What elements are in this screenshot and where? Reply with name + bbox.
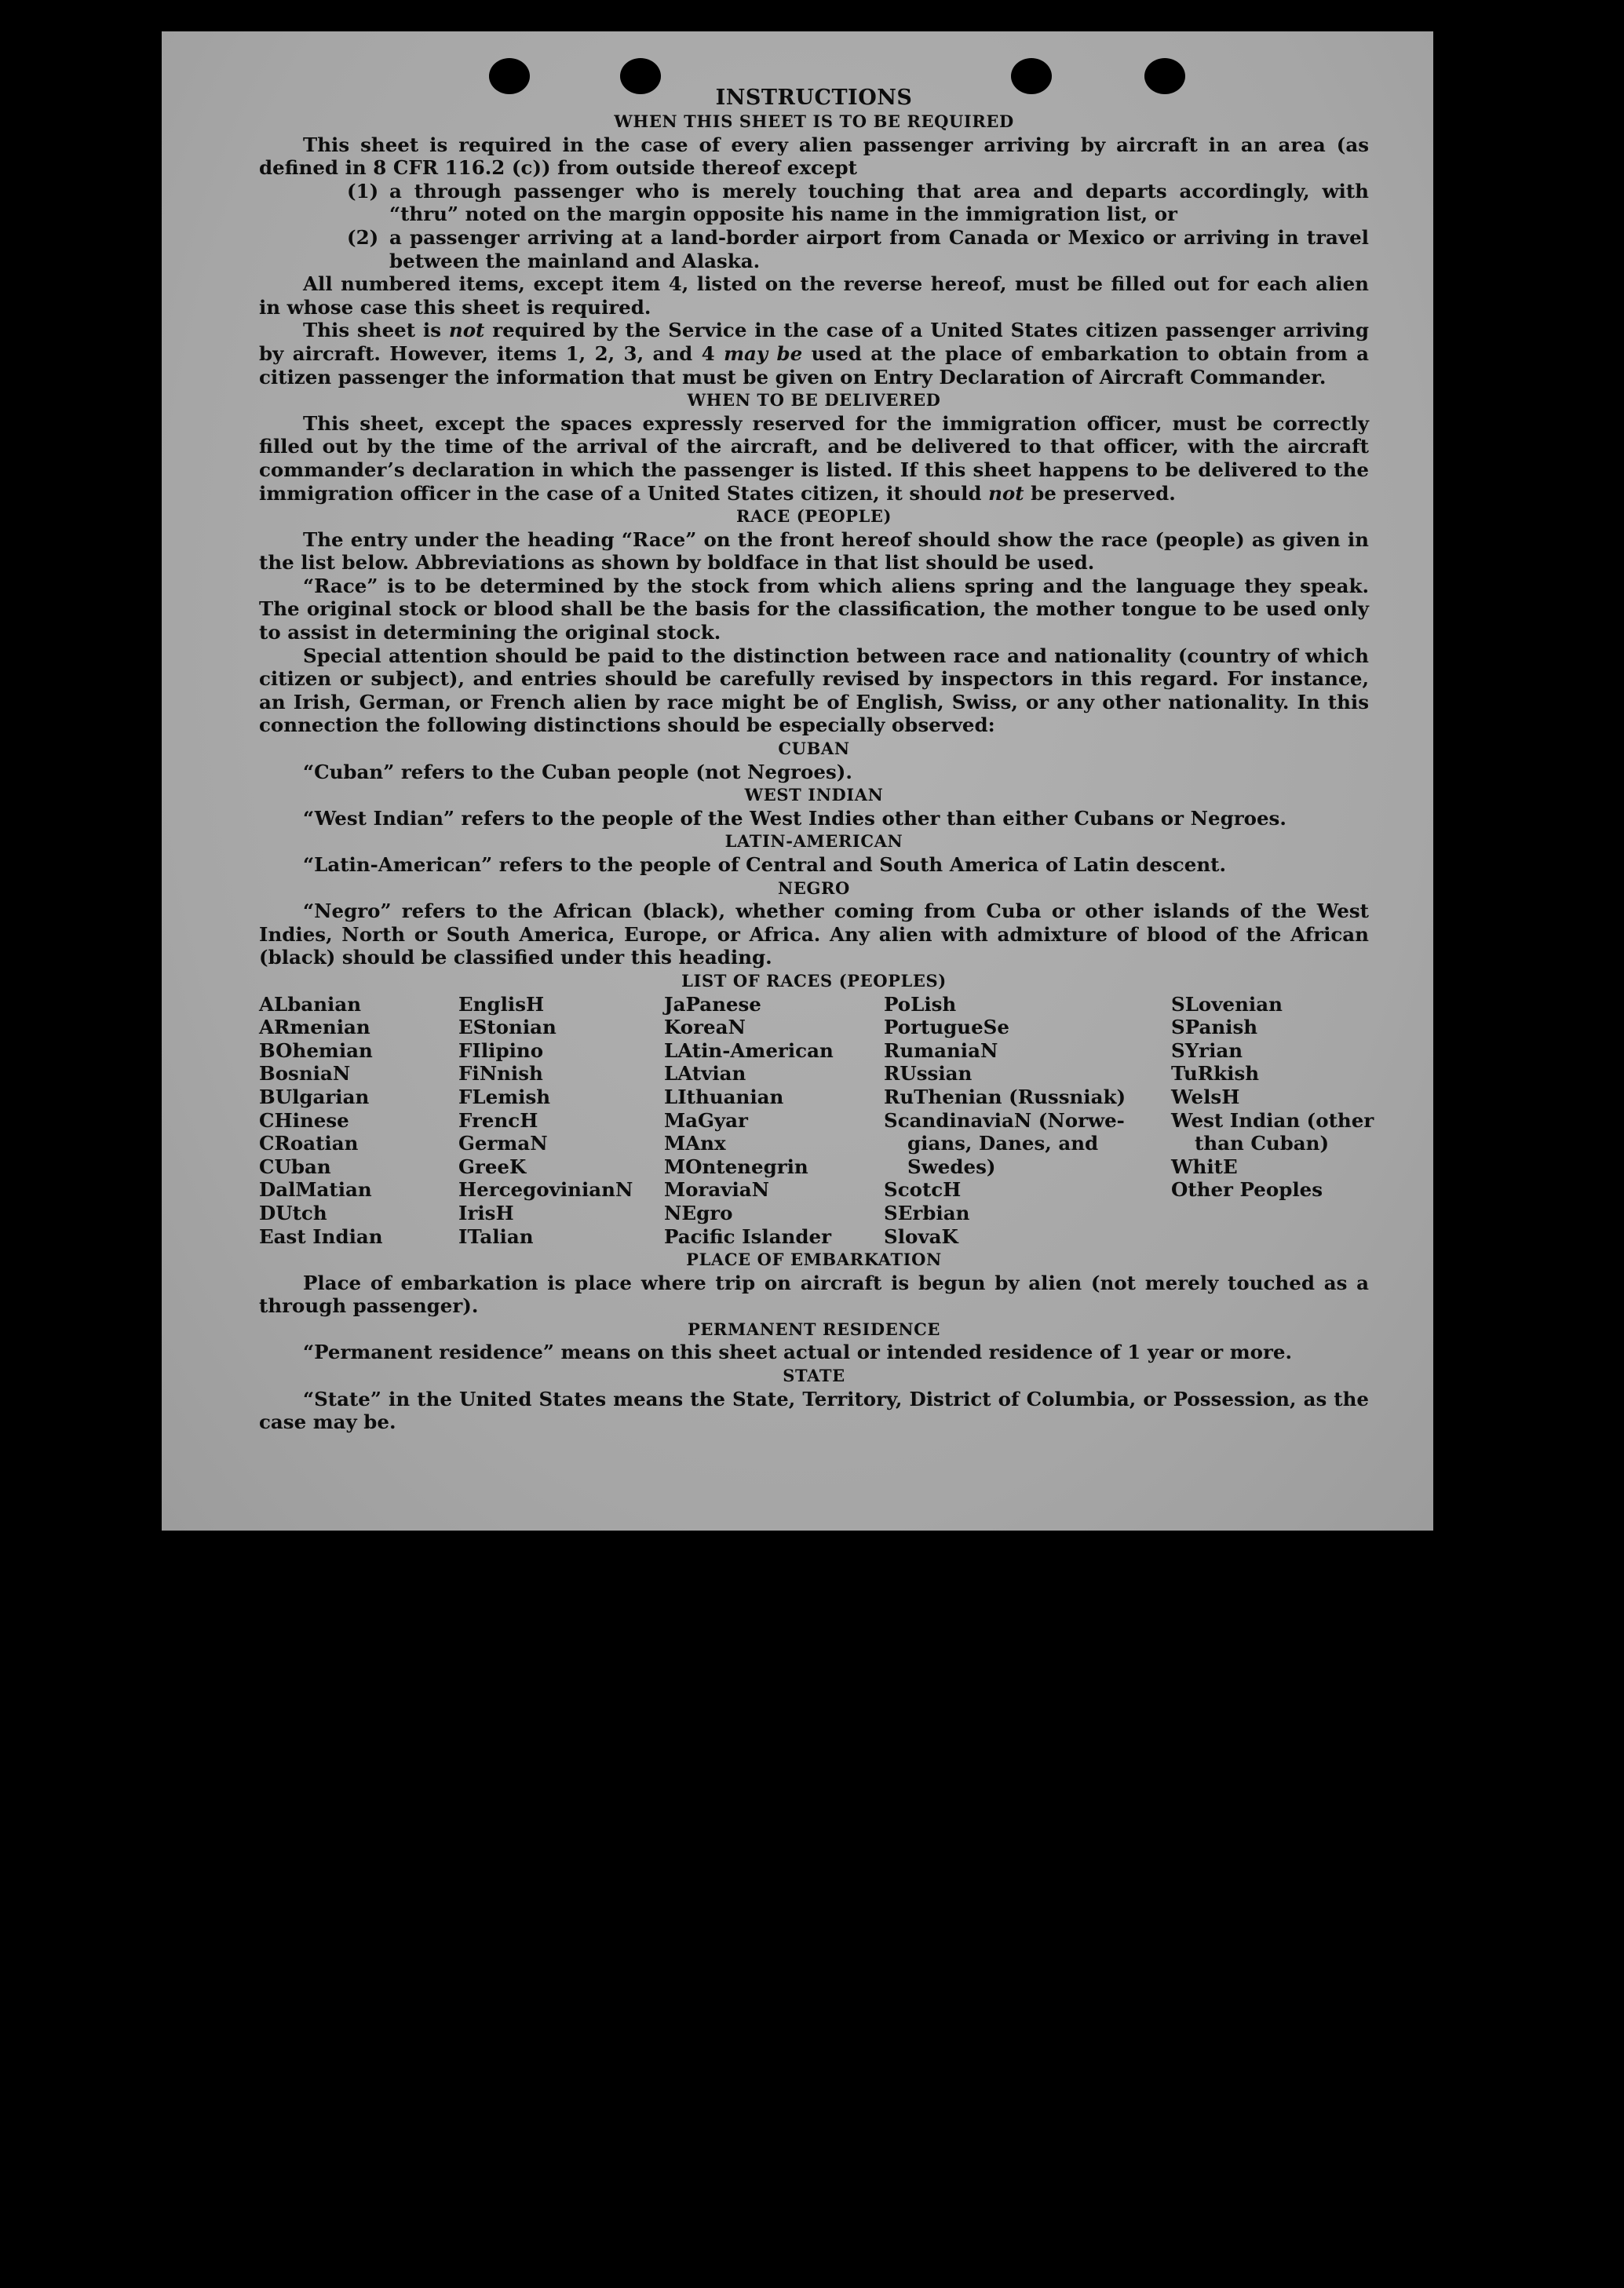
section-heading-latin-american: LATIN-AMERICAN: [724, 831, 903, 852]
section-heading-permanent-residence: PERMANENT RESIDENCE: [687, 1319, 941, 1339]
paragraph: “Negro” refers to the African (black), whether coming from Cuba or other islands of the West Indies, North or South America, Europe, or Africa. Any alien with admixture of blood of the African (black) should be classified under this heading.: [259, 900, 1369, 969]
race-entry: FrencH: [458, 1108, 538, 1132]
race-entry: FiNnish: [458, 1062, 543, 1086]
paragraph: The entry under the heading “Race” on the front hereof should show the race (people) as given in the list below. Abbreviations as shown by boldface in that list should be used.: [259, 527, 1369, 575]
race-entry: West Indian (other: [1171, 1108, 1374, 1132]
paragraph: Special attention should be paid to the distinction between race and nationality (country of which citizen or subject), and entries should be carefully revised by inspectors in this regard. For instance, an Irish, German, or French alien by race might be of English, Swiss, or any other nationality. In this connection the following distinctions should be especially observed:: [259, 644, 1369, 737]
race-entry: RuThenian (Russniak): [884, 1085, 1126, 1108]
text-run: This sheet, except the spaces expressly reserved for the immigration officer, must be correctly filled out by the time of the arrival of the aircraft, and be delivered to that officer, with the aircraft commander’s declaration in which the passenger is listed. If this sheet happens to be delivered to the immigration officer in the case of a United States citizen, it should: [259, 411, 1369, 505]
race-entry: Pacific Islander: [664, 1224, 831, 1248]
race-entry: ITalian: [458, 1224, 534, 1248]
race-entry: LAtin-American: [664, 1038, 834, 1062]
section-heading-when-delivered: WHEN TO BE DELIVERED: [687, 390, 941, 411]
races-column-5: [1171, 992, 1374, 1249]
race-entry: KoreaN: [664, 1016, 746, 1039]
race-entry: PortugueSe: [884, 1016, 1009, 1039]
race-entry: WelsH: [1171, 1085, 1240, 1108]
text-run: be preserved.: [1024, 481, 1176, 505]
race-entry: RumaniaN: [884, 1038, 998, 1062]
race-entry: MAnx: [664, 1132, 726, 1155]
section-heading-race: RACE (PEOPLE): [735, 506, 892, 527]
race-entry: CRoatian: [259, 1132, 359, 1155]
section-heading-cuban: CUBAN: [778, 739, 850, 759]
emphasis: may be: [724, 341, 803, 365]
punch-hole: [1144, 58, 1185, 94]
race-entry: MOntenegrin: [664, 1155, 808, 1178]
section-heading-when-required: WHEN THIS SHEET IS TO BE REQUIRED: [614, 111, 1014, 131]
paragraph: “Race” is to be determined by the stock from which aliens spring and the language they speak. The original stock or blood shall be the basis for the classification, the mother tongue to be used only to assist in determining the original stock.: [259, 574, 1369, 644]
race-entry-continuation: gians, Danes, and Swedes): [907, 1132, 1099, 1178]
emphasis: not: [988, 481, 1024, 505]
document-title: INSTRUCTIONS: [715, 86, 913, 110]
section-heading-negro: NEGRO: [778, 878, 850, 898]
race-entry: CUban: [259, 1155, 331, 1178]
race-entry: ARmenian: [259, 1016, 370, 1039]
race-entry: WhitE: [1171, 1155, 1238, 1178]
text-run: This sheet is: [303, 319, 449, 342]
race-entry: FLemish: [458, 1085, 551, 1108]
paragraph: “Permanent residence” means on this sheet actual or intended residence of 1 year or more.: [303, 1341, 1293, 1364]
race-entry: ScandinaviaN (Norwe-: [884, 1108, 1125, 1132]
race-entry: SlovaK: [884, 1224, 958, 1248]
races-column-2: [458, 993, 664, 1249]
paragraph: All numbered items, except item 4, listed on the reverse hereof, must be filled out for each alien in whose case this sheet is required.: [259, 272, 1369, 319]
race-entry: ALbanian: [259, 992, 362, 1016]
race-entry: East Indian: [259, 1224, 383, 1248]
item-text: a through passenger who is merely touching that area and departs accordingly, with “thru” noted on the margin opposite his name in the immigration list, or: [389, 179, 1369, 226]
race-entry: GreeK: [458, 1155, 527, 1178]
paragraph: This sheet is required in the case of every alien passenger arriving by aircraft in an area (as defined in 8 CFR 116.2 (c)) from outside thereof except: [259, 133, 1369, 180]
punch-hole: [489, 58, 530, 94]
race-entry: SLovenian: [1171, 992, 1283, 1016]
race-entry: DUtch: [259, 1201, 327, 1224]
race-entry: SPanish: [1171, 1016, 1258, 1039]
section-heading-west-indian: WEST INDIAN: [744, 785, 884, 805]
race-entry: BUlgarian: [259, 1085, 370, 1108]
race-entry: CHinese: [259, 1108, 349, 1132]
race-entry: LIthuanian: [664, 1085, 784, 1108]
paragraph: Place of embarkation is place where trip on aircraft is begun by alien (not merely touched as a through passenger).: [259, 1271, 1369, 1318]
race-entry: HercegovinianN: [458, 1178, 633, 1202]
text-run: used at the place of embarkation to obtain from a citizen passenger the information that must be given on Entry Declaration of Aircraft Commander.: [259, 341, 1369, 389]
document-sheet: [162, 31, 1433, 1531]
race-entry: GermaN: [458, 1132, 548, 1155]
punch-hole: [620, 58, 661, 94]
section-heading-place-of-embarkation: PLACE OF EMBARKATION: [686, 1250, 942, 1270]
emphasis: not: [448, 319, 485, 342]
item-number: (2): [347, 225, 379, 249]
race-entry: JaPanese: [664, 992, 761, 1016]
race-entry: SErbian: [884, 1201, 970, 1224]
item-text: a passenger arriving at a land-border airport from Canada or Mexico or arriving in travel between the mainland and Alaska.: [389, 225, 1369, 272]
race-entry: FIlipino: [458, 1038, 544, 1062]
races-list: [259, 992, 1374, 1249]
race-entry: DalMatian: [259, 1178, 372, 1202]
exception-item-1: [347, 180, 1369, 226]
exception-item-2: [347, 226, 1369, 272]
paragraph: [259, 319, 1369, 389]
text-run: required by the Service in the case of a United States citizen passenger arriving by aircraft. However, items 1, 2, 3, and 4: [259, 319, 1369, 365]
section-heading-state: STATE: [783, 1366, 845, 1386]
paragraph: “West Indian” refers to the people of the West Indies other than either Cubans or Negroes.: [303, 806, 1286, 830]
races-column-1: [259, 993, 458, 1249]
paragraph: “Latin-American” refers to the people of Central and South America of Latin descent.: [303, 853, 1226, 876]
race-entry: EnglisH: [458, 992, 545, 1016]
paragraph: “Cuban” refers to the Cuban people (not Negroes).: [303, 760, 852, 783]
races-column-3: [664, 993, 884, 1249]
race-entry: TuRkish: [1171, 1062, 1260, 1086]
race-entry: RUssian: [884, 1062, 973, 1086]
race-entry: BOhemian: [259, 1038, 373, 1062]
race-entry: BosniaN: [259, 1062, 351, 1086]
race-entry: LAtvian: [664, 1062, 746, 1086]
instructions-text: [259, 86, 1374, 1434]
race-entry: PoLish: [884, 992, 957, 1016]
race-entry: EStonian: [458, 1016, 557, 1039]
paragraph: [259, 412, 1369, 505]
race-entry: ScotcH: [884, 1178, 962, 1202]
race-entry: IrisH: [458, 1201, 514, 1224]
races-column-4: [884, 993, 1171, 1249]
item-number: (1): [347, 179, 379, 203]
race-entry: MoraviaN: [664, 1178, 770, 1202]
race-entry-continuation: than Cuban): [1195, 1132, 1330, 1155]
race-entry: SYrian: [1171, 1038, 1243, 1062]
section-heading-list-of-races: LIST OF RACES (PEOPLES): [681, 970, 947, 991]
paragraph: “State” in the United States means the State, Territory, District of Columbia, or Possession, as the case may be.: [259, 1387, 1369, 1434]
race-entry: NEgro: [664, 1201, 733, 1224]
punch-hole: [1011, 58, 1052, 94]
race-entry: MaGyar: [664, 1108, 748, 1132]
race-entry: Other Peoples: [1171, 1178, 1323, 1202]
